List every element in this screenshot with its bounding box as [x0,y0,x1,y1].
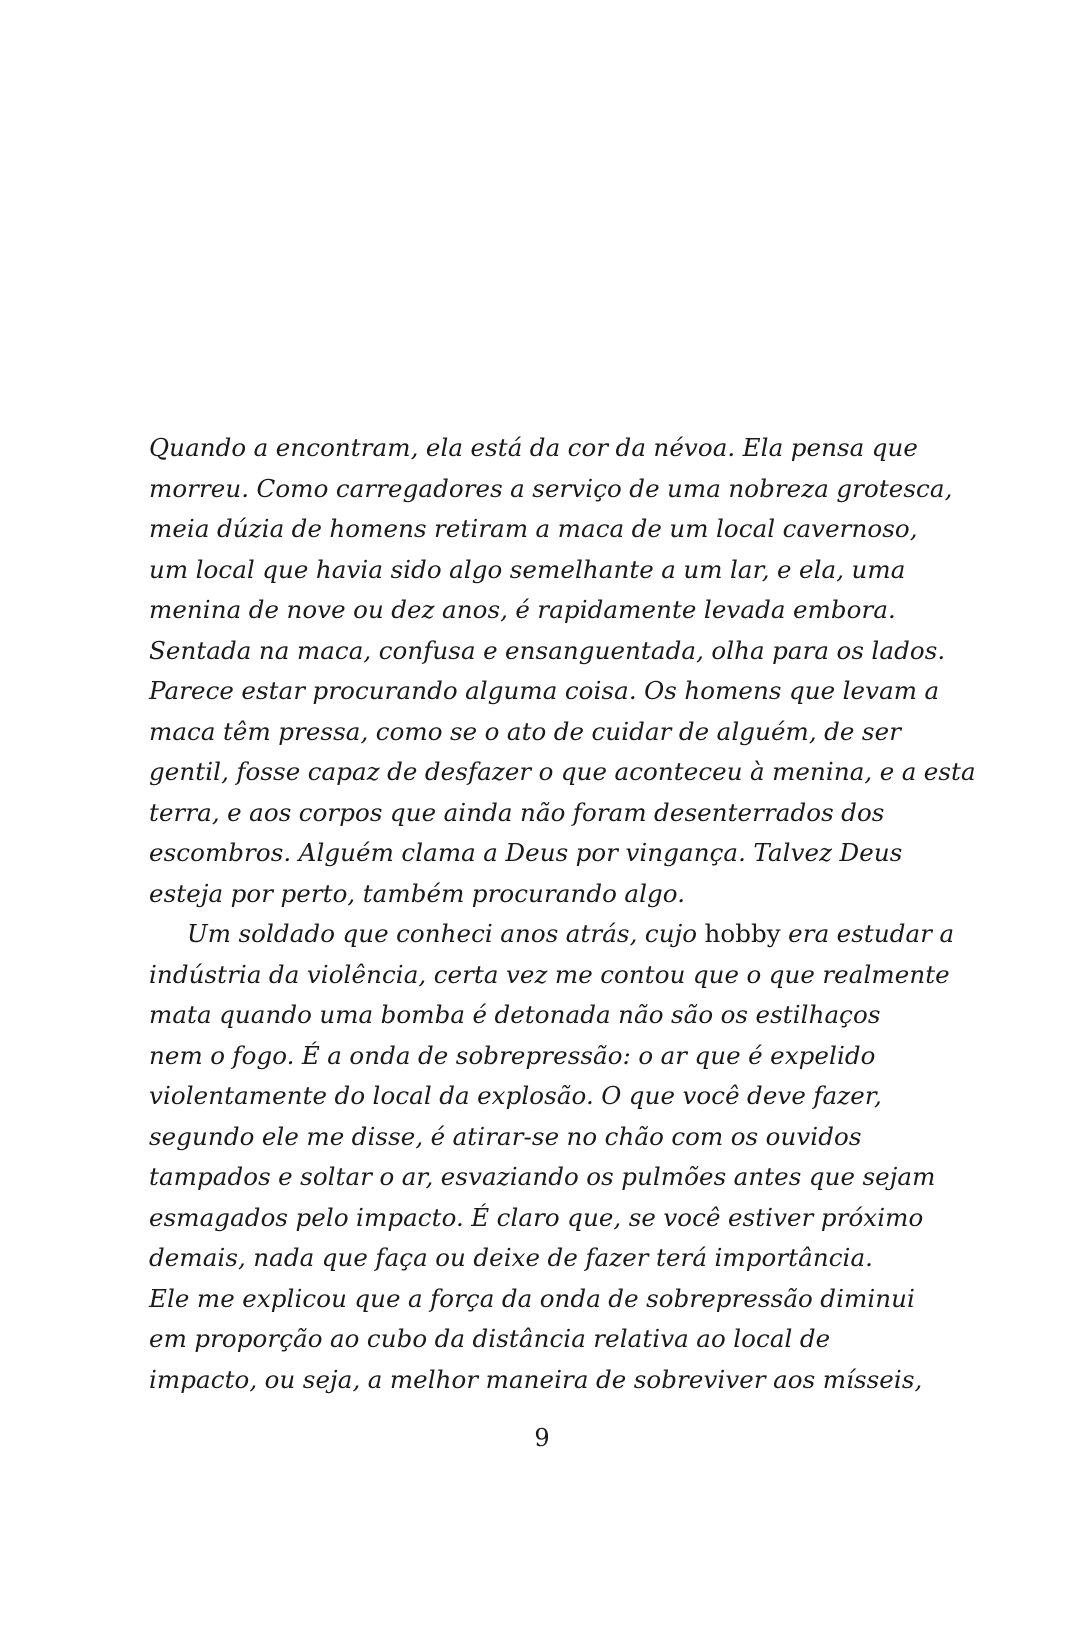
text-run: Um soldado que conheci anos atrás, cujo [187,919,705,948]
text-line: esteja por perto, também procurando algo. [149,878,686,908]
text-line: Ele me explicou que a força da onda de sobrepressão diminui [149,1283,915,1313]
text-line: impacto, ou seja, a melhor maneira de sobreviver aos mísseis, [149,1364,923,1394]
text-line: Quando a encontram, ela está da cor da névoa. Ela pensa que [149,433,918,462]
text-line: escombros. Alguém clama a Deus por vingança. Talvez Deus [149,838,903,867]
text-line: Sentada na maca, confusa e ensanguentada, olha para os lados. [149,635,946,665]
paragraph-first-line [149,914,955,955]
text-line: nem o fogo. É a onda de sobrepressão: o ar que é expelido [149,1040,876,1070]
upright-word: hobby [704,919,781,948]
text-line: indústria da violência, certa vez me contou que o que realmente [149,959,950,989]
text-line: um local que havia sido algo semelhante a um lar, e ela, uma [149,554,906,584]
text-line: esmagados pelo impacto. É claro que, se você estiver próximo [149,1202,924,1232]
text-line: terra, e aos corpos que ainda não foram desenterrados dos [149,797,885,827]
text-line: violentamente do local da explosão. O que você deve fazer, [149,1081,882,1110]
text-line: Parece estar procurando alguma coisa. Os homens que levam a [149,676,940,705]
text-line: menina de nove ou dez anos, é rapidamente levada embora. [149,595,896,624]
page-number: 9 [534,1424,550,1452]
text-run: era estudar a [780,919,955,948]
text-line: demais, nada que faça ou deixe de fazer terá importância. [149,1243,874,1272]
text-line: em proporção ao cubo da distância relativa ao local de [149,1324,831,1353]
text-line: meia dúzia de homens retiram a maca de um local cavernoso, [149,514,918,543]
text-line: tampados e soltar o ar, esvaziando os pulmões antes que sejam [149,1162,936,1191]
text-line: mata quando uma bomba é detonada não são os estilhaços [149,1000,881,1029]
body-text [149,428,976,1400]
text-line: segundo ele me disse, é atirar-se no chão com os ouvidos [149,1121,862,1151]
text-line: maca têm pressa, como se o ato de cuidar de alguém, de ser [149,716,902,746]
text-line: morreu. Como carregadores a serviço de uma nobreza grotesca, [149,473,953,503]
text-line: gentil, fosse capaz de desfazer o que aconteceu à menina, e a esta [149,757,976,786]
